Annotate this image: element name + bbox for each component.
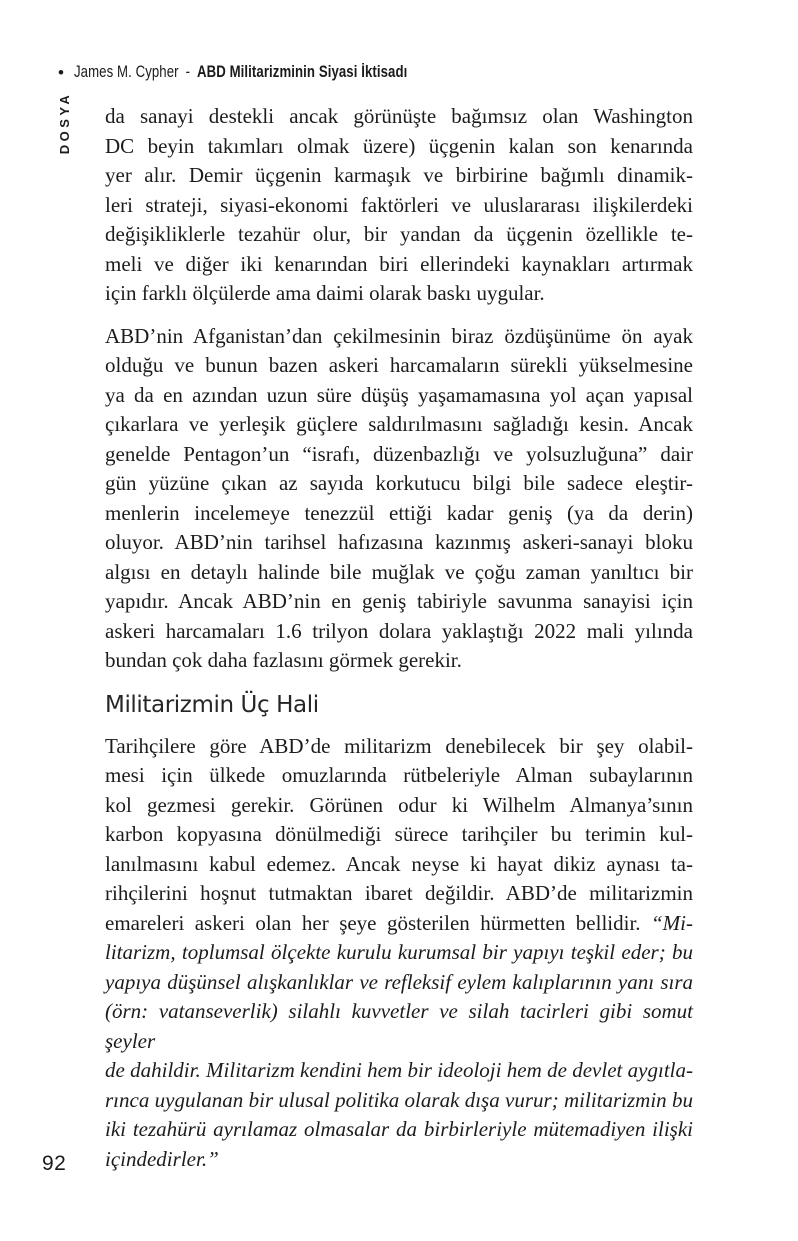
paragraph	[105, 322, 693, 676]
text-line: algısı en detaylı halinde bile muğlak ve çoğu zaman yanıltıcı bir	[105, 559, 693, 584]
text-line: leri strateji, siyasi-ekonomi faktörleri ve uluslararası ilişkilerdeki	[105, 192, 693, 217]
text-line: bundan çok daha fazlasını görmek gerekir.	[105, 648, 462, 672]
paragraph	[105, 102, 693, 309]
text-line: askeri harcamaları 1.6 trilyon dolara yaklaştığı 2022 mali yılında	[105, 618, 693, 643]
text-line: değişikliklerle tezahür olur, bir yandan da üçgenin özellikle te-	[105, 222, 693, 246]
text-line: da sanayi destekli ancak görünüşte bağımsız olan Washington	[105, 104, 693, 128]
text-line: rihçilerini hoşnut tutmaktan ibaret değildir. ABD’de militarizmin	[105, 881, 693, 905]
quote-line: içindedirler.”	[105, 1146, 219, 1171]
author-name: James M. Cypher	[73, 63, 179, 81]
quote-line: rınca uygulanan bir ulusal politika olarak dışa vurur; militarizmin bu	[105, 1087, 693, 1112]
book-title: ABD Militarizminin Siyasi İktisadı	[196, 63, 408, 81]
quote-start-segment: “Mi-	[651, 910, 693, 935]
text-line: olduğu ve bunun bazen askeri harcamaların sürekli yükselmesine	[105, 353, 693, 377]
text-column	[105, 102, 693, 1187]
text-line: çıkarlara ve yerleşik güçlere saldırılmasını sağladığı kesin. Ancak	[105, 412, 693, 436]
text-line: için farklı ölçülerde ama daimi olarak baskı uygular.	[105, 281, 545, 305]
quote-line: yapıya düşünsel alışkanlıklar ve refleksif eylem kalıplarının yanı sıra	[105, 969, 693, 994]
header-separator: -	[185, 63, 191, 81]
text-line: genelde Pentagon’un “israfı, düzenbazlığı ve yolsuzluğuna” dair	[105, 441, 693, 466]
text-line: yer alır. Demir üçgenin karmaşık ve birbirine bağımlı dinamik-	[105, 163, 693, 187]
quote-line: de dahildir. Militarizm kendini hem bir ideoloji hem de devlet aygıtla-	[105, 1058, 693, 1082]
quote-line: (örn: vatanseverlik) silahlı kuvvetler ve silah tacirleri gibi somut şeyler	[105, 999, 693, 1053]
dossier-vertical-label: DOSYA	[57, 91, 72, 155]
text-line: DC beyin takımları olmak üzere) üçgenin kalan son kenarında	[105, 133, 693, 158]
text-line: yapıdır. Ancak ABD’nin en geniş tabiriyle savunma sanayisi için	[105, 589, 693, 613]
section-heading: Militarizmin Üç Hali	[105, 691, 319, 718]
text-line: oluyor. ABD’nin tarihsel hafızasına kazınmış askeri-sanayi bloku	[105, 530, 693, 554]
text-line: meli ve diğer iki kenarından biri ellerindeki kaynakları artırmak	[105, 251, 693, 276]
text-line-mixed	[105, 909, 693, 939]
text-line: ABD’nin Afganistan’dan çekilmesinin biraz özdüşünüme ön ayak	[105, 323, 693, 348]
text-line: lanılmasını kabul edemez. Ancak neyse ki hayat dikiz aynası ta-	[105, 851, 693, 876]
page-number: 92	[42, 1152, 67, 1175]
text-line: Tarihçilere göre ABD’de militarizm denebilecek bir şey olabil-	[105, 733, 693, 758]
quote-line: iki tezahürü ayrılamaz olmasalar da birbirleriyle mütemadiyen ilişki	[105, 1117, 693, 1141]
text-line: ya da en azından uzun süre düşüş yaşamamasına yol açan yapısal	[105, 382, 693, 407]
text-line: mesi için ülkede omuzlarında rütbeleriyle Alman subaylarının	[105, 763, 693, 787]
text-line: kol gezmesi gerekir. Görünen odur ki Wilhelm Almanya’sının	[105, 792, 693, 817]
text-line: karbon kopyasına dönülmediği sürece tarihçiler bu terimin kul-	[105, 822, 693, 846]
header-text	[74, 63, 407, 82]
quote-line: litarizm, toplumsal ölçekte kurulu kurumsal bir yapıyı teşkil eder; bu	[105, 940, 693, 964]
text-line: gün yüzüne çıkan az sayıda korkutucu bilgi bile sadece eleştir-	[105, 471, 693, 495]
text-line: menlerin incelemeye tenezzül ettiği kadar geniş (ya da derin)	[105, 500, 693, 525]
bullet-icon: •	[58, 63, 64, 82]
text-segment: emareleri askeri olan her şeye gösterilen hürmetten bellidir.	[105, 910, 651, 935]
running-header	[58, 63, 491, 82]
paragraph	[105, 732, 693, 1175]
